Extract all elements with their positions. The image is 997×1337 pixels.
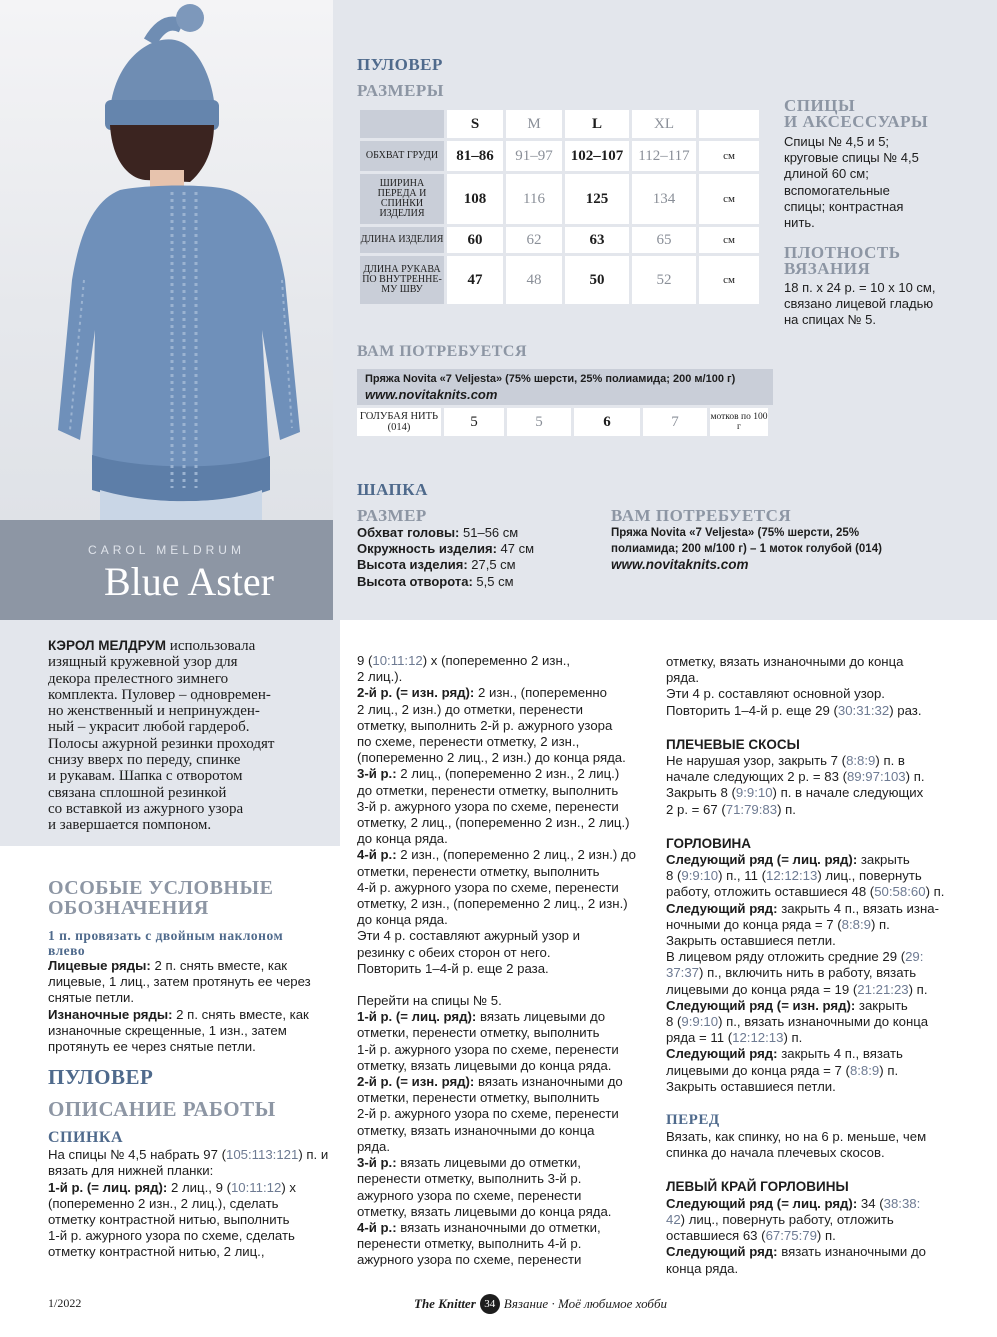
spec-line — [357, 541, 534, 557]
row-label: Следующий ряд (= лиц. ряд): — [666, 1195, 858, 1211]
text-line: вспомогательные — [784, 182, 890, 198]
intro-line: изящный кружевной узор для — [48, 654, 238, 671]
text-line — [48, 1007, 340, 1023]
hat-size-heading: РАЗМЕР — [357, 506, 427, 525]
text-line: 3-й р. ажурного узора по схеме, перенести — [357, 798, 619, 814]
text: ) п. — [816, 1228, 836, 1244]
text: 2 изн., (попеременно 2 лиц., 2 изн.) до — [396, 847, 636, 863]
text-line: снятые петли. — [48, 990, 135, 1006]
text-line — [666, 868, 966, 884]
text: ) п., вязать изнаночными до конца — [718, 1014, 929, 1030]
text-line: круговые спицы № 4,5 — [784, 150, 919, 166]
table-cell: 47 — [447, 256, 503, 304]
text: ) х (попеременно 2 изн., — [422, 653, 571, 668]
table-row — [360, 174, 759, 224]
text: ) п. в — [875, 753, 905, 769]
size-values: 8:8:9 — [841, 916, 871, 932]
text: 9 ( — [357, 653, 373, 668]
intro-line: использовала — [166, 638, 256, 654]
text: закрыть 4 п., вязать — [777, 1046, 903, 1062]
text-line: отметки, перенести отметку, выполнить — [357, 863, 600, 879]
neck-heading: ГОРЛОВИНА — [666, 835, 752, 851]
text-line: отметку, 2 изн., (попеременно 2 лиц., 2 изн.) — [357, 896, 628, 912]
text-line: Перейти на спицы № 5. — [357, 993, 502, 1009]
text-line: нить. — [784, 215, 815, 231]
row-label: Следующий ряд (= изн. ряд): — [666, 997, 856, 1013]
row-label: ШИРИНА ПЕРЕДА И СПИНКИ ИЗДЕЛИЯ — [360, 174, 444, 224]
text-line — [48, 1147, 340, 1163]
issue-number: 1/2022 — [48, 1296, 82, 1310]
intro-line: декора прелестного зимнего — [48, 670, 229, 687]
text-line — [666, 1196, 966, 1212]
size-values: 10:11:12 — [372, 653, 423, 668]
text-line: вязать для нижней планки: — [48, 1163, 214, 1179]
size-values: 89:97:103 — [846, 769, 906, 785]
hat-url: www.novitaknits.com — [611, 557, 749, 572]
model-photo — [0, 0, 333, 520]
intro-line: снизу вверх по переду, спинке — [48, 752, 241, 769]
heading-line: ОСОБЫЕ УСЛОВНЫЕ — [48, 877, 274, 899]
size-values: 38:38: — [883, 1195, 921, 1211]
table-cell: 6 — [574, 408, 640, 436]
row-label: 1-й р. (= лиц. ряд): — [48, 1179, 168, 1195]
text-line: конца ряда. — [666, 1260, 739, 1276]
sizes-header-empty — [360, 110, 444, 138]
text-line: протянуть ее через снятые петли. — [48, 1039, 256, 1055]
size-values: 50:58:60 — [874, 884, 926, 900]
pullover-heading: ПУЛОВЕР — [357, 55, 443, 74]
text-line — [666, 703, 966, 719]
intro-line: и рукавам. Шапка с отворотом — [48, 768, 243, 785]
sizes-heading: РАЗМЕРЫ — [357, 81, 444, 100]
text: 2 р. = 67 ( — [666, 801, 726, 817]
text: ) раз. — [889, 702, 922, 718]
text-line: отметку, вязать изнаночными до конца — [666, 654, 904, 669]
text-line: 1-й р. ажурного узора по схеме, сделать — [48, 1228, 295, 1244]
text-line: резинку с обеих сторон от него. — [357, 944, 551, 960]
text-line: отметку контрастной нитью, выполнить — [48, 1212, 290, 1228]
table-cell: 50 — [565, 256, 629, 304]
text: ) п. в начале следующих — [772, 785, 924, 801]
unit-cell: см — [699, 227, 759, 253]
text-line: ряда. — [666, 670, 700, 686]
footer-brand — [414, 1294, 667, 1314]
text-line: 2 лиц., 2 изн.) до отметки, перенести — [357, 701, 584, 717]
text: оставшиеся 63 ( — [666, 1228, 766, 1244]
special-heading — [48, 878, 340, 918]
text-line: до конца ряда. — [357, 831, 448, 847]
text-line: изнаночные скрещенные, 1 изн., затем — [48, 1022, 287, 1038]
row-label: 4-й р.: — [357, 847, 397, 863]
text: ночными до конца ряда = 7 ( — [666, 916, 842, 932]
size-values: 105:113:121 — [225, 1147, 299, 1163]
table-cell: 102–107 — [565, 141, 629, 171]
text: ) п. — [905, 769, 925, 785]
text-line — [666, 1212, 966, 1228]
unit-cell: см — [699, 256, 759, 304]
text: В лицевом ряду отложить средние 29 ( — [666, 949, 906, 965]
text-line: спинка до начала плечевых скосов. — [666, 1145, 885, 1161]
text: На спицы № 4,5 набрать 97 ( — [48, 1147, 226, 1163]
text-line: отметку контрастной нитью, 2 лиц., — [48, 1244, 265, 1260]
needles-heading — [784, 98, 928, 130]
unit-cell: см — [699, 174, 759, 224]
text-line — [357, 1220, 657, 1236]
text-line: ряда. — [357, 1138, 391, 1154]
size-values: 30:31:32 — [837, 702, 890, 718]
pullover-need-heading: ВАМ ПОТРЕБУЕТСЯ — [357, 343, 528, 360]
text-line — [48, 638, 274, 654]
size-values: 8:8:9 — [846, 753, 876, 769]
intro-line: со вставкой из ажурного узора — [48, 800, 244, 817]
spec-value: 5,5 см — [472, 573, 514, 589]
text-line — [48, 958, 340, 974]
heading-line: 1 п. провязать с двойным наклоном — [48, 928, 284, 943]
text-line: перенести отметку, выполнить 3-й р. — [357, 1171, 582, 1187]
spec-line — [357, 574, 534, 590]
column-3 — [666, 654, 966, 1277]
pullover-section-heading: ПУЛОВЕР — [48, 1065, 154, 1090]
text-line: полиамида; 200 м/100 г) – 1 моток голубой (014) — [611, 543, 882, 555]
text-line: 1-й р. ажурного узора по схеме, перенести — [357, 1041, 619, 1057]
text: ) лиц., повернуть работу, отложить — [680, 1211, 894, 1227]
text-line: связано лицевой гладью — [784, 296, 934, 312]
needles-text — [784, 134, 919, 231]
text-line — [666, 998, 966, 1014]
text-line: Вязать, как спинку, но на 6 р. меньше, чем — [666, 1129, 927, 1145]
gauge-heading — [784, 245, 900, 277]
text-line: (попеременно 2 лиц., 2 изн.) до конца ряда. — [357, 750, 626, 766]
yarn-bar — [357, 369, 773, 405]
row-label: ОБХВАТ ГРУДИ — [360, 141, 444, 171]
text: закрыть — [855, 997, 908, 1013]
gauge-text — [784, 280, 935, 329]
text: вязать изнаночными до — [474, 1074, 623, 1090]
row-label: 3-й р.: — [357, 766, 397, 782]
text-line — [666, 1014, 966, 1030]
row-label: Следующий ряд: — [666, 900, 778, 916]
text-line: до отметки, перенести отметку, выполнить — [357, 782, 619, 798]
row-label: ДЛИНА РУКАВА ПО ВНУТРЕННЕ-МУ ШВУ — [360, 256, 444, 304]
text-line — [357, 766, 657, 782]
size-values: 42 — [666, 1211, 681, 1227]
text-line: (попеременно 2 изн., 2 лиц.), сделать — [48, 1195, 279, 1211]
unit-cell: см — [699, 141, 759, 171]
text-line: Эти 4 р. составляют основной узор. — [666, 686, 885, 702]
left-neck-heading: ЛЕВЫЙ КРАЙ ГОРЛОВИНЫ — [666, 1179, 849, 1195]
text: вязать лицевыми до — [476, 1009, 606, 1025]
row-label: Изнаночные ряды: — [48, 1006, 173, 1022]
yarn-line: Пряжа Novita «7 Veljesta» (75% шерсти, 25% полиамида; 200 м/100 г) — [365, 373, 736, 385]
text-line: отметки, перенести отметку, выполнить — [357, 1025, 600, 1041]
size-values: 67:75:79 — [765, 1228, 817, 1244]
text-line: Пряжа Novita «7 Veljesta» (75% шерсти, 25% — [611, 527, 860, 539]
magazine-slogan: Вязание · Моё любимое хобби — [503, 1296, 667, 1311]
text-line — [666, 1244, 966, 1260]
row-label: 4-й р.: — [357, 1219, 397, 1235]
text-line — [666, 917, 966, 933]
text-line — [357, 685, 657, 701]
text-line — [666, 965, 966, 981]
text: ) лиц., повернуть — [817, 868, 922, 884]
spec-line — [357, 557, 534, 573]
spec-line — [357, 525, 534, 541]
yarn-unit: мотков по 100 г — [710, 408, 768, 436]
text-line — [666, 1228, 966, 1244]
text-line: отметку, 2 лиц., (попеременно 2 изн., 2 лиц.) — [357, 815, 630, 831]
text-line: перенести отметку, выполнить 4-й р. — [357, 1236, 582, 1252]
hat-need-heading: ВАМ ПОТРЕБУЕТСЯ — [611, 506, 792, 525]
size-s: S — [447, 110, 503, 138]
text: ) п. — [879, 1062, 899, 1078]
table-row — [360, 256, 759, 304]
text-line: по схеме, перенести отметку, 2 изн., — [357, 734, 580, 750]
text: ) п., включить нить в работу, вязать — [699, 965, 917, 981]
text: ) п. — [925, 884, 945, 900]
intro-line: связана сплошной резинкой — [48, 784, 227, 801]
text-line: 2 лиц.). — [357, 669, 403, 685]
text-line: Закрыть оставшиеся петли. — [666, 1078, 836, 1094]
text-line — [666, 1046, 966, 1062]
text-line: Закрыть оставшиеся петли. — [666, 933, 836, 949]
size-values: 29: — [905, 949, 924, 965]
text: Повторить 1–4-й р. еще 29 ( — [666, 702, 838, 718]
gauge-heading-line: ПЛОТНОСТЬ — [784, 243, 901, 262]
text: ряда = 11 ( — [666, 1030, 733, 1046]
special-subheading — [48, 928, 340, 958]
size-xl: XL — [632, 110, 696, 138]
front-heading: ПЕРЕД — [666, 1112, 720, 1129]
text-line — [666, 982, 966, 998]
size-values: 37:37 — [666, 965, 700, 981]
heading-line: ОБОЗНАЧЕНИЯ — [48, 897, 209, 919]
size-values: 21:21:23 — [857, 981, 909, 997]
text-line: 4-й р. ажурного узора по схеме, перенести — [357, 879, 619, 895]
text: ) х — [281, 1179, 296, 1195]
intro-name: КЭРОЛ МЕЛДРУМ — [48, 638, 167, 653]
text-line — [357, 1074, 657, 1090]
text-line: лицевые, 1 лиц., затем протянуть ее через — [48, 974, 311, 990]
text-line: 18 п. х 24 р. = 10 х 10 см, — [784, 280, 936, 295]
text: 2 изн., (попеременно — [474, 685, 607, 701]
size-values: 71:79:83 — [725, 801, 778, 817]
text: ) п. и — [298, 1147, 329, 1163]
text-line: отметку, выполнить 2-й р. ажурного узора — [357, 717, 613, 733]
heading-line: влево — [48, 943, 86, 958]
size-unit-header — [699, 110, 759, 138]
table-cell: 125 — [565, 174, 629, 224]
text-line — [666, 949, 966, 965]
size-values: 12:12:13 — [766, 868, 818, 884]
table-cell: 7 — [643, 408, 707, 436]
text-line: на спицах № 5. — [784, 312, 877, 328]
size-values: 9:9:10 — [681, 1014, 719, 1030]
text: закрыть 4 п., вязать изна- — [777, 900, 939, 916]
table-cell: 108 — [447, 174, 503, 224]
row-label: 3-й р.: — [357, 1155, 397, 1171]
text: ) п. — [783, 1030, 803, 1046]
text-line — [357, 847, 657, 863]
table-row — [360, 141, 759, 171]
text: ) п. — [870, 916, 890, 932]
hat-yarn — [611, 525, 882, 573]
row-label: 2-й р. (= изн. ряд): — [357, 1074, 475, 1090]
text-line: Спицы № 4,5 и 5; — [784, 134, 890, 149]
spec-label: Высота изделия: — [357, 557, 468, 573]
size-m: M — [506, 110, 562, 138]
text: ) п., 11 ( — [718, 868, 766, 884]
text-line — [666, 802, 966, 818]
table-cell: 134 — [632, 174, 696, 224]
text-line — [666, 785, 966, 801]
spec-label: Высота отворота: — [357, 573, 473, 589]
text-line: ажурного узора по схеме, перенести — [357, 1252, 582, 1268]
hat-specs — [357, 525, 534, 590]
text-line — [357, 653, 657, 669]
size-values: 9:9:10 — [681, 868, 719, 884]
text: 2 лиц., 9 ( — [167, 1179, 231, 1195]
row-label: 1-й р. (= лиц. ряд): — [357, 1009, 477, 1025]
size-values: 12:12:13 — [732, 1030, 784, 1046]
row-label: Следующий ряд: — [666, 1244, 778, 1260]
shoulder-heading: ПЛЕЧЕВЫЕ СКОСЫ — [666, 736, 800, 752]
yarn-row-label: ГОЛУБАЯ НИТЬ (014) — [357, 408, 441, 436]
magazine-name: The Knitter — [414, 1296, 476, 1311]
table-cell: 60 — [447, 227, 503, 253]
text: 8 ( — [666, 868, 682, 884]
column-1 — [48, 878, 340, 1261]
text-line: ажурного узора по схеме, перенести — [357, 1187, 582, 1203]
row-label: ДЛИНА ИЗДЕЛИЯ — [360, 227, 444, 253]
table-cell: 5 — [444, 408, 504, 436]
text: 2 лиц., (попеременно 2 изн., 2 лиц.) — [396, 766, 620, 782]
hat-heading: ШАПКА — [357, 480, 428, 499]
table-row — [360, 227, 759, 253]
spec-value: 47 см — [496, 541, 535, 557]
page-number: 34 — [480, 1294, 500, 1314]
text-line — [666, 769, 966, 785]
text-line — [666, 1030, 966, 1046]
size-values: 9:9:10 — [735, 785, 773, 801]
text-line — [357, 1155, 657, 1171]
text-line — [666, 901, 966, 917]
row-label: Следующий ряд (= лиц. ряд): — [666, 852, 858, 868]
table-cell: 81–86 — [447, 141, 503, 171]
text: вязать изнаночными до отметки, — [396, 1219, 601, 1235]
intro-line: ный – украсит любой гардероб. — [48, 719, 250, 736]
text: 2 п. снять вместе, как — [150, 958, 288, 973]
text: Не нарушая узор, закрыть 7 ( — [666, 753, 847, 769]
needles-heading-line: И АКСЕССУАРЫ — [784, 112, 929, 131]
table-cell: 91–97 — [506, 141, 562, 171]
spec-label: Обхват головы: — [357, 525, 460, 540]
text: 2 п. снять вместе, как — [172, 1006, 309, 1022]
sizes-table — [357, 107, 762, 307]
designer-name: CAROL MELDRUM — [88, 543, 245, 557]
row-label: Лицевые ряды: — [48, 958, 151, 973]
text: вязать лицевыми до отметки, — [396, 1155, 581, 1171]
pattern-title: Blue Aster — [104, 559, 274, 604]
spec-label: Окружность изделия: — [357, 541, 497, 557]
text-line: спицы; контрастная — [784, 198, 904, 214]
text: начале следующих 2 р. = 83 ( — [666, 769, 847, 785]
intro-line: и завершается помпоном. — [48, 817, 212, 834]
table-cell: 48 — [506, 256, 562, 304]
text-line: 2-й р. ажурного узора по схеме, перенести — [357, 1106, 619, 1122]
gauge-heading-line: ВЯЗАНИЯ — [784, 259, 871, 278]
text-line: отметку, вязать лицевыми до конца ряда. — [357, 1203, 612, 1219]
needles-heading-line: СПИЦЫ — [784, 96, 856, 115]
text-line: Эти 4 р. составляют ажурный узор и — [357, 928, 581, 944]
table-cell: 65 — [632, 227, 696, 253]
text: 34 ( — [857, 1195, 884, 1211]
text-line: отметку, вязать лицевыми до конца ряда. — [357, 1057, 612, 1073]
text-line — [357, 1009, 657, 1025]
intro-text — [48, 638, 274, 834]
column-2 — [357, 653, 657, 1269]
text: 8 ( — [666, 1014, 682, 1030]
text: ) п. — [908, 981, 928, 997]
text-line — [666, 1063, 966, 1079]
text: закрыть — [857, 852, 910, 868]
text: Закрыть 8 ( — [666, 785, 736, 801]
work-heading: ОПИСАНИЕ РАБОТЫ — [48, 1097, 276, 1122]
text: работу, отложить оставшиеся 48 ( — [666, 884, 875, 900]
row-label: 2-й р. (= изн. ряд): — [357, 685, 475, 701]
sizes-header-row — [360, 110, 759, 138]
table-cell: 5 — [507, 408, 571, 436]
back-heading: СПИНКА — [48, 1129, 124, 1147]
text-line: длиной 60 см; — [784, 166, 869, 182]
size-values: 8:8:9 — [849, 1062, 880, 1078]
spec-value: 51–56 см — [459, 525, 519, 540]
yarn-url: www.novitaknits.com — [365, 387, 498, 402]
text-line: до конца ряда. — [357, 912, 448, 928]
table-cell: 112–117 — [632, 141, 696, 171]
text-line: отметку, вязать изнаночными до конца — [357, 1122, 595, 1138]
text-line — [666, 884, 966, 900]
table-cell: 52 — [632, 256, 696, 304]
text-line — [666, 852, 966, 868]
text: вязать изнаночными до — [777, 1244, 926, 1260]
text-line — [48, 1180, 340, 1196]
intro-line: комплекта. Пуловер – одновремен- — [48, 686, 271, 703]
sweater-illustration — [0, 0, 333, 520]
table-cell: 116 — [506, 174, 562, 224]
row-label: Следующий ряд: — [666, 1046, 778, 1062]
yarn-table — [354, 405, 771, 439]
intro-line: но женственный и непринужден- — [48, 703, 260, 720]
text-line: отметки, перенести отметку, выполнить — [357, 1090, 600, 1106]
text: ) п. — [777, 801, 796, 817]
intro-line: Полосы ажурной резинки проходят — [48, 735, 275, 752]
spec-value: 27,5 см — [467, 557, 516, 573]
text: лицевыми до конца ряда = 7 ( — [666, 1062, 850, 1078]
table-cell: 63 — [565, 227, 629, 253]
text-line — [666, 753, 966, 769]
table-cell: 62 — [506, 227, 562, 253]
size-values: 10:11:12 — [230, 1179, 282, 1195]
size-l: L — [565, 110, 629, 138]
text-line: Повторить 1–4-й р. еще 2 раза. — [357, 960, 549, 976]
table-row — [357, 408, 768, 436]
text: лицевыми до конца ряда = 19 ( — [666, 981, 858, 997]
